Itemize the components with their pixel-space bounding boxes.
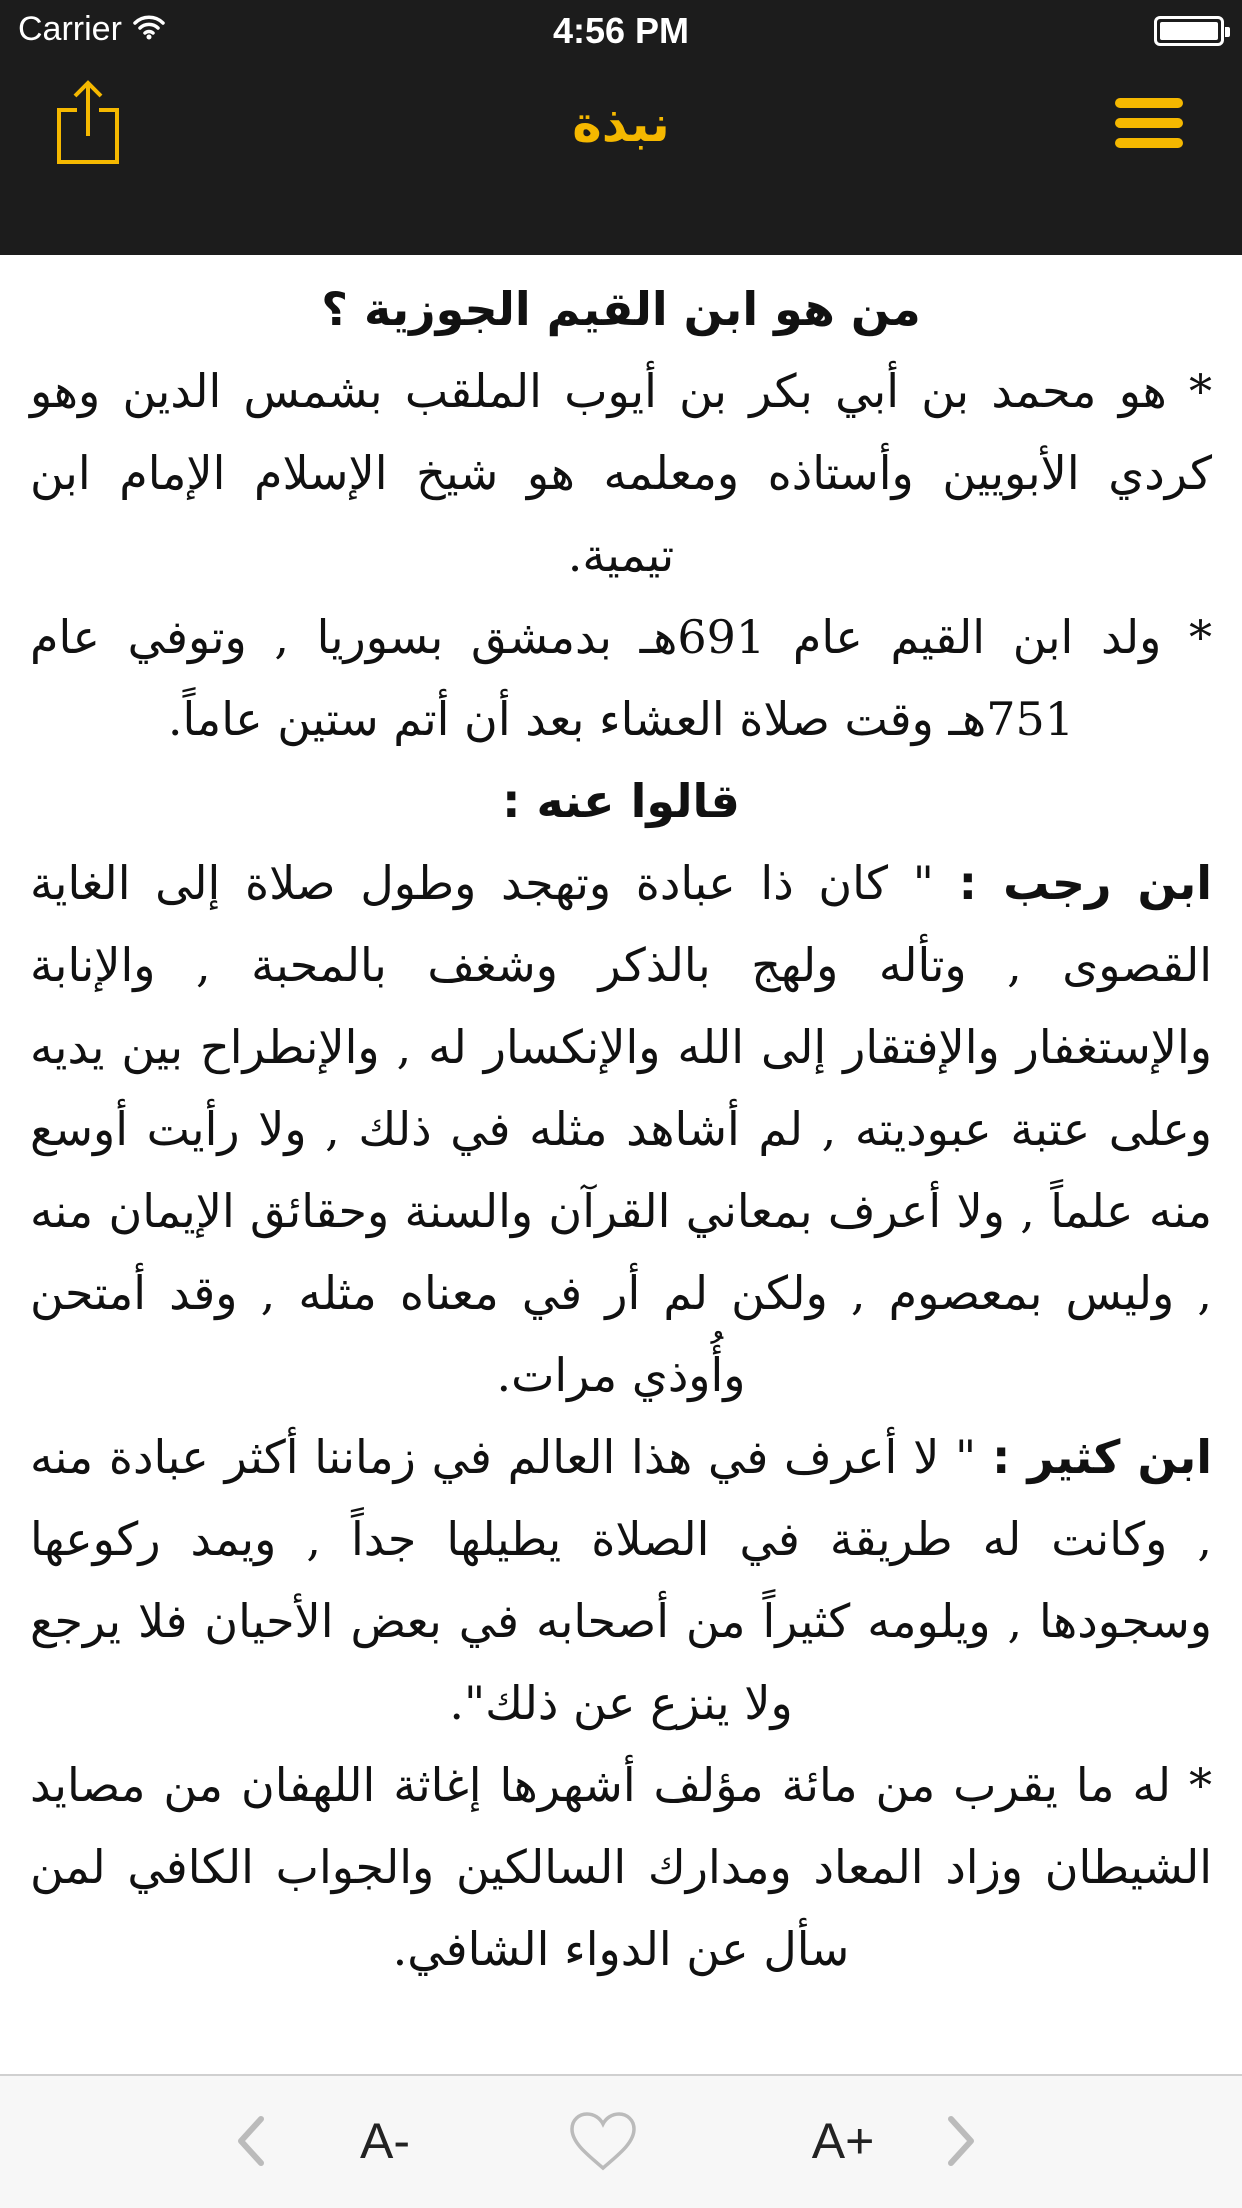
status-time: 4:56 PM: [552, 10, 690, 51]
status-bar: [0, 0, 1242, 60]
bottom-toolbar: [0, 2074, 1242, 2208]
paragraph-bio: * هو محمد بن أبي بكر بن أيوب الملقب بشمس الدين وهو كردي الأبويين وأستاذه ومعلمه هو شيخ الإسلام الإمام ابن تيمية.: [30, 364, 1212, 582]
section-heading: قالوا عنه :: [502, 774, 740, 828]
top-bar: [0, 0, 1242, 255]
font-increase-button[interactable]: A+: [811, 2113, 875, 2169]
quote-text: " لا أعرف في هذا العالم في زماننا أكثر عبادة منه , وكانت له طريقة في الصلاة يطيلها جداً , ويمد ركوعها وسجودها , ويلومه كثيراً من أصحابه في بعض الأحيان فلا يرجع ولا ينزع عن ذلك".: [30, 1430, 1212, 1730]
chevron-right-icon[interactable]: [940, 2106, 984, 2176]
quote-ibn-rajab: [30, 842, 1212, 1416]
page-title: نبذة: [572, 95, 670, 153]
font-decrease-button[interactable]: A-: [360, 2113, 410, 2169]
chevron-left-icon[interactable]: [228, 2106, 272, 2176]
paragraph-birth: * ولد ابن القيم عام 691هـ بدمشق بسوريا , وتوفي عام 751هـ وقت صلاة العشاء بعد أن أتم ستين عاماً.: [30, 610, 1212, 746]
hamburger-menu-icon[interactable]: [1115, 98, 1183, 148]
battery-icon: [1154, 16, 1224, 46]
heart-outline-icon[interactable]: [566, 2106, 640, 2176]
quote-ibn-kathir: [30, 1416, 1212, 1744]
quote-author: ابن كثير :: [991, 1430, 1212, 1484]
paragraph-works: * له ما يقرب من مائة مؤلف أشهرها إغاثة اللهفان من مصايد الشيطان وزاد المعاد ومدارك السالكين والجواب الكافي لمن سأل عن الدواء الشافي.: [30, 1758, 1213, 1976]
article-heading: من هو ابن القيم الجوزية ؟: [321, 282, 921, 336]
quote-author: ابن رجب :: [958, 856, 1212, 910]
quote-text: " كان ذا عبادة وتهجد وطول صلاة إلى الغاية القصوى , وتأله ولهج بالذكر وشغف بالمحبة , والإنابة والإستغفار والإفتقار إلى الله والإنكسار له , والإنطراح بين يديه وعلى عتبة عبوديته , لم أشاهد مثله في ذلك , ولا رأيت أوسع منه علماً , ولا أعرف بمعاني القرآن والسنة وحقائق الإيمان منه , وليس بمعصوم , ولكن لم أر في معناه مثله , وقد أمتحن وأُوذي مرات.: [30, 856, 1212, 1402]
carrier-label: Carrier: [18, 10, 122, 48]
article-body: [30, 268, 1212, 1990]
